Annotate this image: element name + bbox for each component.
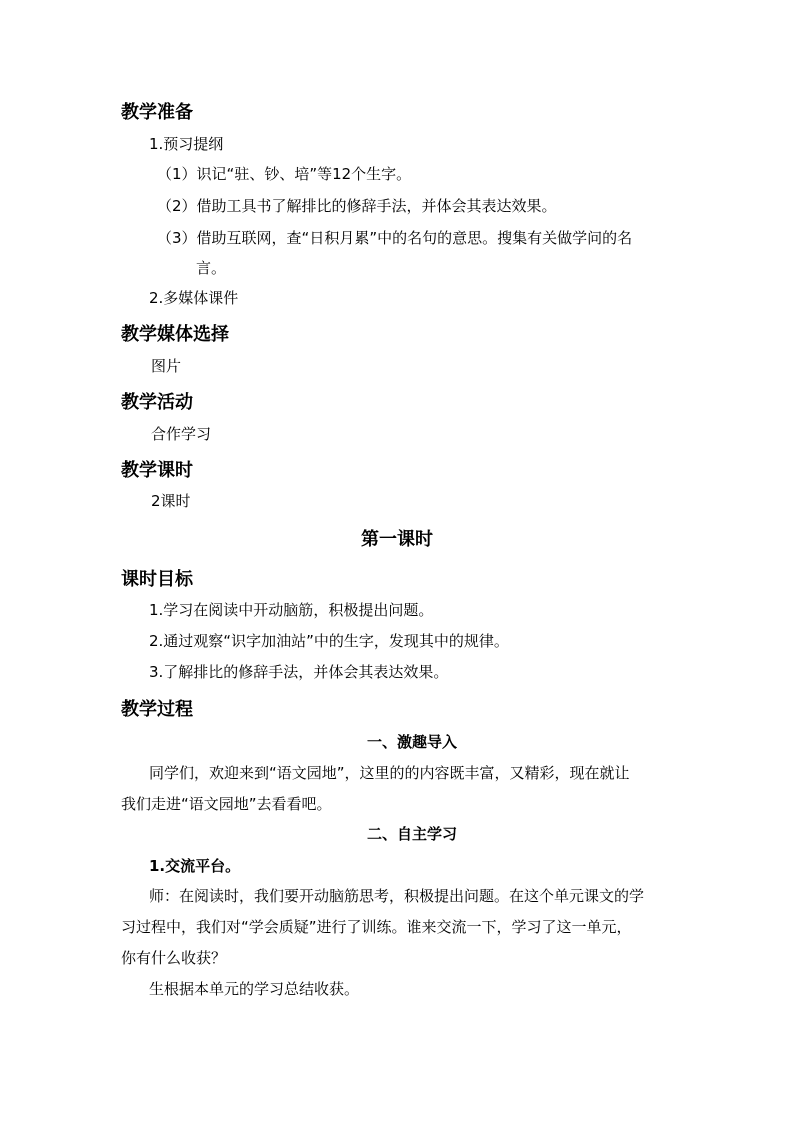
process-part-2-line-2: 习过程中，我们对“学会质疑”进行了训练。谁来交流一下，学习了这一单元， [121, 918, 632, 936]
section-heading-process: 教学过程 [121, 699, 193, 720]
goal-1: 1.学习在阅读中开动脑筋，积极提出问题。 [149, 601, 434, 619]
section-heading-activity: 教学活动 [121, 392, 193, 413]
activity-content: 合作学习 [151, 425, 212, 443]
prep-item-2: 2.多媒体课件 [149, 289, 239, 307]
section-heading-media: 教学媒体选择 [121, 324, 229, 345]
process-part-1-line-1: 同学们，欢迎来到“语文园地”，这里的的内容既丰富，又精彩，现在就让 [149, 764, 630, 782]
hours-content: 2课时 [151, 492, 191, 510]
process-part-2-line-1: 师：在阅读时，我们要开动脑筋思考，积极提出问题。在这个单元课文的学 [149, 887, 645, 905]
prep-sub-2: （2）借助工具书了解排比的修辞手法，并体会其表达效果。 [157, 197, 557, 215]
prep-item-1: 1.预习提纲 [149, 135, 224, 153]
prep-sub-3-line-2: 言。 [196, 259, 227, 277]
process-part-2-subtitle: 1.交流平台。 [149, 857, 241, 875]
lesson-title: 第一课时 [361, 529, 433, 550]
media-content: 图片 [151, 357, 182, 375]
process-part-1-line-2: 我们走进“语文园地”去看看吧。 [121, 795, 332, 813]
prep-sub-3-line-1: （3）借助互联网，查“日积月累”中的名句的意思。搜集有关做学问的名 [157, 229, 633, 247]
goal-3: 3.了解排比的修辞手法，并体会其表达效果。 [149, 663, 449, 681]
process-part-2-title: 二、自主学习 [366, 825, 457, 843]
goal-2: 2.通过观察“识字加油站”中的生字，发现其中的规律。 [149, 632, 509, 650]
process-part-2-line-3: 你有什么收获？ [121, 949, 227, 967]
section-heading-goals: 课时目标 [121, 569, 193, 590]
section-heading-hours: 教学课时 [121, 460, 193, 481]
process-part-1-title: 一、激趣导入 [366, 733, 457, 751]
process-part-2-line-4: 生根据本单元的学习总结收获。 [149, 980, 360, 998]
section-heading-prep: 教学准备 [121, 102, 193, 123]
prep-sub-1: （1）识记“驻、钞、培”等12个生字。 [157, 165, 412, 183]
